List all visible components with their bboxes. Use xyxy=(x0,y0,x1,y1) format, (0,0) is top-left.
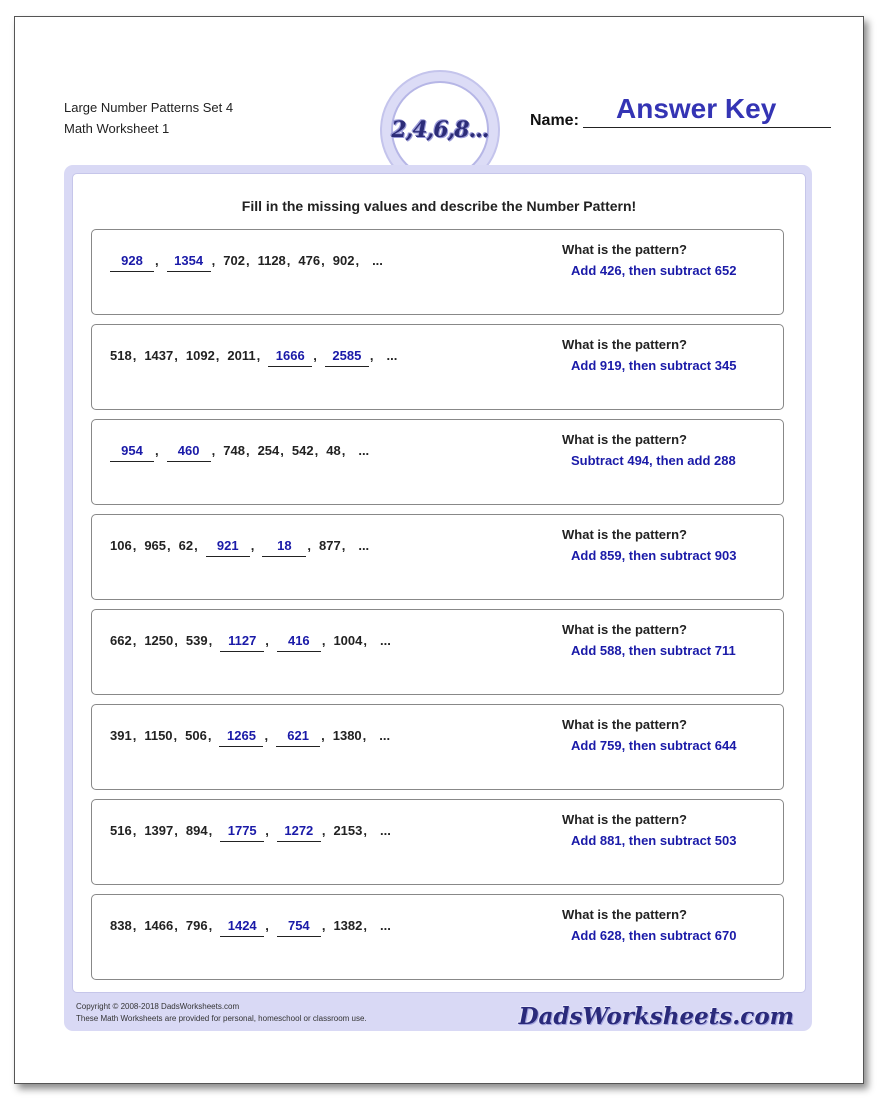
sequence-ellipsis: ... xyxy=(380,823,391,838)
pattern-answer[interactable]: Add 919, then subtract 345 xyxy=(571,358,737,373)
instructions: Fill in the missing values and describe the Number Pattern! xyxy=(241,198,637,214)
sequence-number: 702 xyxy=(223,253,245,268)
comma-separator: , xyxy=(321,918,326,933)
problem-row xyxy=(91,609,784,695)
sequence-ellipsis: ... xyxy=(372,253,383,268)
answer-blank[interactable]: 1354 xyxy=(167,253,211,272)
comma-separator: , xyxy=(313,348,317,363)
problem-row xyxy=(91,514,784,600)
sequence-number: 2011 xyxy=(227,348,256,363)
problem-row xyxy=(91,799,784,885)
worksheet-title xyxy=(64,97,233,139)
pattern-answer[interactable]: Add 881, then subtract 503 xyxy=(571,833,737,848)
answer-blank[interactable]: 1666 xyxy=(268,348,312,367)
sequence-number: 391 xyxy=(110,728,132,743)
pattern-answer[interactable]: Add 759, then subtract 644 xyxy=(571,738,737,753)
number-sequence xyxy=(110,823,391,842)
comma-separator: , xyxy=(132,633,137,648)
pattern-question: What is the pattern? xyxy=(562,717,687,732)
answer-blank[interactable]: 928 xyxy=(110,253,154,272)
comma-separator: , xyxy=(208,918,213,933)
answer-blank[interactable]: 1424 xyxy=(220,918,264,937)
pattern-question: What is the pattern? xyxy=(562,907,687,922)
pattern-answer[interactable]: Add 588, then subtract 711 xyxy=(571,643,736,658)
comma-separator: , xyxy=(265,918,269,933)
comma-separator: , xyxy=(215,348,220,363)
sequence-number: 1092 xyxy=(185,348,215,363)
comma-separator: , xyxy=(132,728,137,743)
comma-separator: , xyxy=(167,538,171,553)
number-sequence xyxy=(110,253,383,272)
sequence-ellipsis: ... xyxy=(386,348,398,363)
sequence-number: 748 xyxy=(223,443,245,458)
comma-separator: , xyxy=(211,443,216,458)
sequence-ellipsis: ... xyxy=(379,728,391,743)
sequence-number: 838 xyxy=(110,918,132,933)
answer-key-heading: Answer Key xyxy=(616,93,777,124)
sequence-number: 254 xyxy=(257,443,280,458)
answer-blank[interactable]: 921 xyxy=(206,538,250,557)
sequence-ellipsis: ... xyxy=(358,538,370,553)
pattern-question: What is the pattern? xyxy=(562,242,687,257)
answer-blank[interactable]: 18 xyxy=(262,538,306,557)
brand-logo: DadsWorksheets.com xyxy=(518,1003,794,1030)
pattern-answer[interactable]: Subtract 494, then add 288 xyxy=(571,453,736,468)
sequence-number: 542 xyxy=(291,443,314,458)
answer-blank[interactable]: 1265 xyxy=(219,728,263,747)
sequence-number: 877 xyxy=(319,538,341,553)
sequence-number: 894 xyxy=(185,823,208,838)
comma-separator: , xyxy=(155,443,159,458)
comma-separator: , xyxy=(286,253,291,268)
comma-separator: , xyxy=(132,538,137,553)
number-sequence xyxy=(110,443,369,462)
logo-text: 2,4,6,8... xyxy=(391,117,489,143)
comma-separator: , xyxy=(132,823,137,838)
pattern-answer[interactable]: Add 628, then subtract 670 xyxy=(571,928,737,943)
answer-blank[interactable]: 954 xyxy=(110,443,154,462)
answer-blank[interactable]: 1775 xyxy=(220,823,264,842)
number-sequence xyxy=(110,538,369,557)
sequence-number: 518 xyxy=(110,348,132,363)
comma-separator: , xyxy=(174,918,178,933)
pattern-question: What is the pattern? xyxy=(562,527,687,542)
comma-separator: , xyxy=(207,728,212,743)
problem-row xyxy=(91,229,784,315)
sequence-number: 48 xyxy=(326,443,341,458)
comma-separator: , xyxy=(256,348,261,363)
sequence-number: 1250 xyxy=(144,633,174,648)
problem-row xyxy=(91,894,784,980)
comma-separator: , xyxy=(250,538,255,553)
worksheet-frame xyxy=(64,165,812,1031)
comma-separator: , xyxy=(208,633,213,648)
answer-blank[interactable]: 460 xyxy=(167,443,211,462)
comma-separator: , xyxy=(174,633,178,648)
comma-separator: , xyxy=(245,443,250,458)
name-label: Name: xyxy=(530,112,579,129)
sequence-number: 1128 xyxy=(257,253,286,268)
sequence-number: 796 xyxy=(185,918,208,933)
pattern-question: What is the pattern? xyxy=(562,812,687,827)
sequence-number: 1382 xyxy=(333,918,363,933)
problem-row xyxy=(91,419,784,505)
answer-blank[interactable]: 621 xyxy=(276,728,320,747)
sequence-ellipsis: ... xyxy=(380,918,391,933)
worksheet-title-line1: Large Number Patterns Set 4 xyxy=(64,100,234,115)
sequence-number: 662 xyxy=(110,633,132,648)
number-sequence xyxy=(110,348,397,367)
sequence-number: 106 xyxy=(110,538,132,553)
answer-blank[interactable]: 2585 xyxy=(325,348,369,367)
sequence-number: 965 xyxy=(144,538,167,553)
sequence-ellipsis: ... xyxy=(358,443,370,458)
sequence-number: 506 xyxy=(185,728,207,743)
comma-separator: , xyxy=(265,823,269,838)
sequence-number: 1466 xyxy=(144,918,174,933)
comma-separator: , xyxy=(362,728,367,743)
pattern-answer[interactable]: Add 859, then subtract 903 xyxy=(571,548,737,563)
sequence-number: 62 xyxy=(178,538,194,553)
comma-separator: , xyxy=(321,823,326,838)
comma-separator: , xyxy=(264,728,269,743)
comma-separator: , xyxy=(341,538,346,553)
comma-separator: , xyxy=(321,728,325,743)
answer-blank[interactable]: 416 xyxy=(277,633,321,652)
copyright-text: Copyright © 2008-2018 DadsWorksheets.com xyxy=(76,1002,240,1011)
comma-separator: , xyxy=(363,918,367,933)
comma-separator: , xyxy=(363,633,367,648)
sequence-number: 516 xyxy=(110,823,132,838)
problem-row xyxy=(91,324,784,410)
comma-separator: , xyxy=(132,918,137,933)
comma-separator: , xyxy=(321,633,326,648)
sequence-number: 1397 xyxy=(144,823,174,838)
pattern-answer[interactable]: Add 426, then subtract 652 xyxy=(571,263,737,278)
comma-separator: , xyxy=(307,538,311,553)
sequence-number: 476 xyxy=(298,253,321,268)
name-line xyxy=(583,127,831,128)
usage-notice: These Math Worksheets are provided for personal, homeschool or classroom use. xyxy=(76,1014,367,1023)
answer-blank[interactable]: 1127 xyxy=(220,633,264,652)
comma-separator: , xyxy=(211,253,216,268)
comma-separator: , xyxy=(355,253,360,268)
pattern-question: What is the pattern? xyxy=(562,337,687,352)
comma-separator: , xyxy=(174,348,178,363)
sequence-number: 1437 xyxy=(144,348,174,363)
problems-panel xyxy=(72,173,806,993)
comma-separator: , xyxy=(363,823,367,838)
number-sequence xyxy=(110,918,391,937)
comma-separator: , xyxy=(321,253,325,268)
number-sequence xyxy=(110,728,390,747)
sequence-number: 1380 xyxy=(332,728,362,743)
comma-separator: , xyxy=(174,823,178,838)
problem-row xyxy=(91,704,784,790)
comma-separator: , xyxy=(155,253,159,268)
sequence-number: 2153 xyxy=(333,823,363,838)
problem-list xyxy=(91,229,784,989)
comma-separator: , xyxy=(194,538,198,553)
comma-separator: , xyxy=(132,348,137,363)
worksheet-page xyxy=(14,16,864,1084)
sequence-number: 1004 xyxy=(333,633,363,648)
comma-separator: , xyxy=(208,823,213,838)
comma-separator: , xyxy=(280,443,284,458)
pattern-question: What is the pattern? xyxy=(562,622,687,637)
comma-separator: , xyxy=(341,443,346,458)
pattern-question: What is the pattern? xyxy=(562,432,687,447)
comma-separator: , xyxy=(245,253,250,268)
comma-separator: , xyxy=(265,633,269,648)
answer-blank[interactable]: 754 xyxy=(277,918,321,937)
sequence-number: 902 xyxy=(332,253,355,268)
number-sequence xyxy=(110,633,391,652)
answer-blank[interactable]: 1272 xyxy=(277,823,321,842)
sequence-ellipsis: ... xyxy=(380,633,391,648)
worksheet-title-line2: Math Worksheet 1 xyxy=(64,121,170,136)
comma-separator: , xyxy=(314,443,319,458)
comma-separator: , xyxy=(369,348,374,363)
sequence-number: 539 xyxy=(185,633,208,648)
sequence-number: 1150 xyxy=(144,728,173,743)
comma-separator: , xyxy=(173,728,178,743)
footer-copyright xyxy=(76,1001,367,1025)
